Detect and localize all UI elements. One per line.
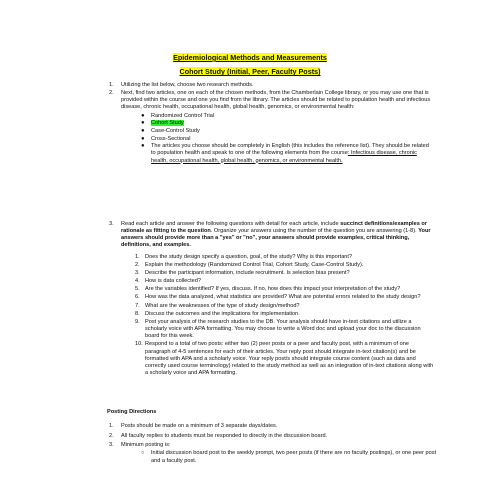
question-item [135, 341, 435, 377]
posting-text: Minimum posting is: [121, 442, 171, 449]
method-label: Case-Control Study [151, 127, 200, 134]
bullet-icon: ● [141, 120, 145, 127]
question-text: How was the data analyzed, what statistics are provided? What are potential errors related to the study design? [145, 294, 421, 301]
step-item [109, 82, 436, 89]
posting-sublist [121, 450, 436, 464]
step-text: Next, find two articles, one on each of the chosen methods, from the Chamberlain College library, or you may use one that is provided within the course and one you find from the library. The articles should be related to population health and infectious disease, chronic health, occupational health, global health, genomics, or environmental health: [121, 90, 431, 111]
question-number: 1. [135, 253, 140, 260]
question-text: What are the weaknesses of the type of study design/method? [145, 302, 300, 309]
document-subtitle: Cohort Study (Initial, Peer, Faculty Posts) [179, 67, 321, 76]
posting-list [0, 423, 500, 467]
posting-directions-heading: Posting Directions [107, 409, 157, 415]
question-text: Respond to a total of two posts: either two (2) peer posts or a peer and faculty post, with a minimum of one paragraph of 4-5 sentences for each of their articles. Your reply post should integrate in-text citation(s) and be formatted with APA and a scholarly voice. Your reply post/s should integrate course content (such as data and correctly used course terminology) related to the study method as well as an integration of in-text citations along with a scholarly voice and APA formatting. [145, 341, 434, 376]
question-item [135, 318, 435, 340]
posting-text: Posts should be made on a minimum of 3 separate days/dates. [121, 423, 278, 429]
method-label: Randomized Control Trial [151, 112, 215, 119]
question-number: 8. [135, 310, 140, 317]
course-elements-link-text: : Infectious disease, chronic health, occupational health, global health, genomics, or environmental health. [151, 150, 417, 164]
question-text: How is data collected? [145, 278, 201, 285]
method-item [141, 113, 431, 120]
document-title: Epidemiological Methods and Measurements [173, 53, 327, 62]
method-item [141, 136, 431, 143]
question-item [135, 253, 435, 261]
step-number: 2. [109, 90, 114, 97]
steps-list [0, 82, 500, 165]
posting-number: 3. [109, 442, 114, 449]
step-item [109, 90, 436, 165]
step-text: Utilizing the list below, choose two research methods. [121, 82, 254, 88]
methods-list [121, 113, 436, 165]
question-text: Does the study design specify a question, goal, of the study? Why is this important? [145, 253, 353, 260]
method-label: Cross-Sectional [151, 135, 191, 142]
step-number: 3. [109, 221, 114, 227]
question-number: 6. [135, 294, 140, 301]
questions-section [0, 221, 500, 378]
question-item [135, 302, 435, 310]
posting-number: 2. [109, 432, 114, 439]
method-item-selected [141, 120, 431, 127]
step3-mid: . Organize your answers using the number of the question you are answering (1-8). [210, 228, 419, 235]
question-number: 10. [135, 341, 143, 348]
question-item [135, 286, 435, 293]
bullet-icon: ● [141, 143, 145, 150]
question-item [135, 294, 435, 301]
bullet-icon: ● [141, 112, 145, 119]
question-item [135, 310, 435, 318]
bullet-icon: ● [141, 127, 145, 134]
method-label-highlighted: Cohort Study [151, 120, 184, 127]
posting-item [109, 432, 436, 440]
posting-item [109, 442, 437, 464]
question-number: 4. [135, 278, 140, 285]
method-item [141, 128, 431, 135]
question-number: 9. [135, 318, 140, 325]
step3-intro: Read each article and answer the following questions with detail for each article, include [121, 221, 341, 227]
posting-number: 1. [109, 423, 114, 429]
question-number: 3. [135, 269, 140, 276]
posting-text: All faculty replies to students must be responded to directly in the discussion board. [121, 432, 328, 439]
title-block [0, 53, 500, 77]
question-number: 5. [135, 286, 140, 293]
step-number: 1. [109, 82, 114, 88]
questions-list [121, 254, 436, 378]
question-number: 2. [135, 261, 140, 268]
question-number: 7. [135, 302, 140, 309]
posting-subitem-text: Initial discussion board post to the weekly prompt, two peer posts (if there are no faculty postings), or one peer post and a faculty post. [151, 450, 437, 464]
question-item [135, 269, 435, 277]
step3-list [0, 221, 500, 377]
step3-bold-text: Your answers should provide more than a "yes" or "no", your answers should provide examples, critical thinking, definitions, and examples. [121, 228, 431, 249]
articles-note [141, 143, 431, 164]
posting-item [109, 423, 436, 430]
question-item [135, 261, 435, 269]
articles-note-text: The articles you choose should be completely in English (this includes the reference list). They should be related to population health and speak to one of the following elements from the course [151, 143, 429, 157]
question-item [135, 278, 435, 285]
step3-bold-text: succinct definitions/examples or rationale as fitting to the question [121, 221, 427, 235]
question-text: Explain the methodology (Randomized Control Trial, Cohort Study, Case-Control Study). [145, 261, 364, 268]
step-item [109, 221, 436, 377]
instructions-section [0, 82, 500, 166]
circle-bullet-icon: ○ [141, 450, 145, 457]
question-text: Are the variables identified? If yes, discuss. If no, how does this impact your interpretation of the study? [145, 286, 401, 293]
question-text: Discuss the outcomes and the implications for implementation. [145, 310, 300, 317]
question-text: Post your analysis of the research studies to the DB. Your analysis should have in-text citations and utilize a scholarly voice with APA formatting. You may choose to write a Word doc and upload your doc to the discussion board for this week. [145, 318, 421, 340]
bullet-icon: ● [141, 135, 145, 142]
question-text: Describe the participant information, include recruitment. Is selection bias present? [145, 269, 350, 276]
posting-subitem [141, 450, 441, 464]
